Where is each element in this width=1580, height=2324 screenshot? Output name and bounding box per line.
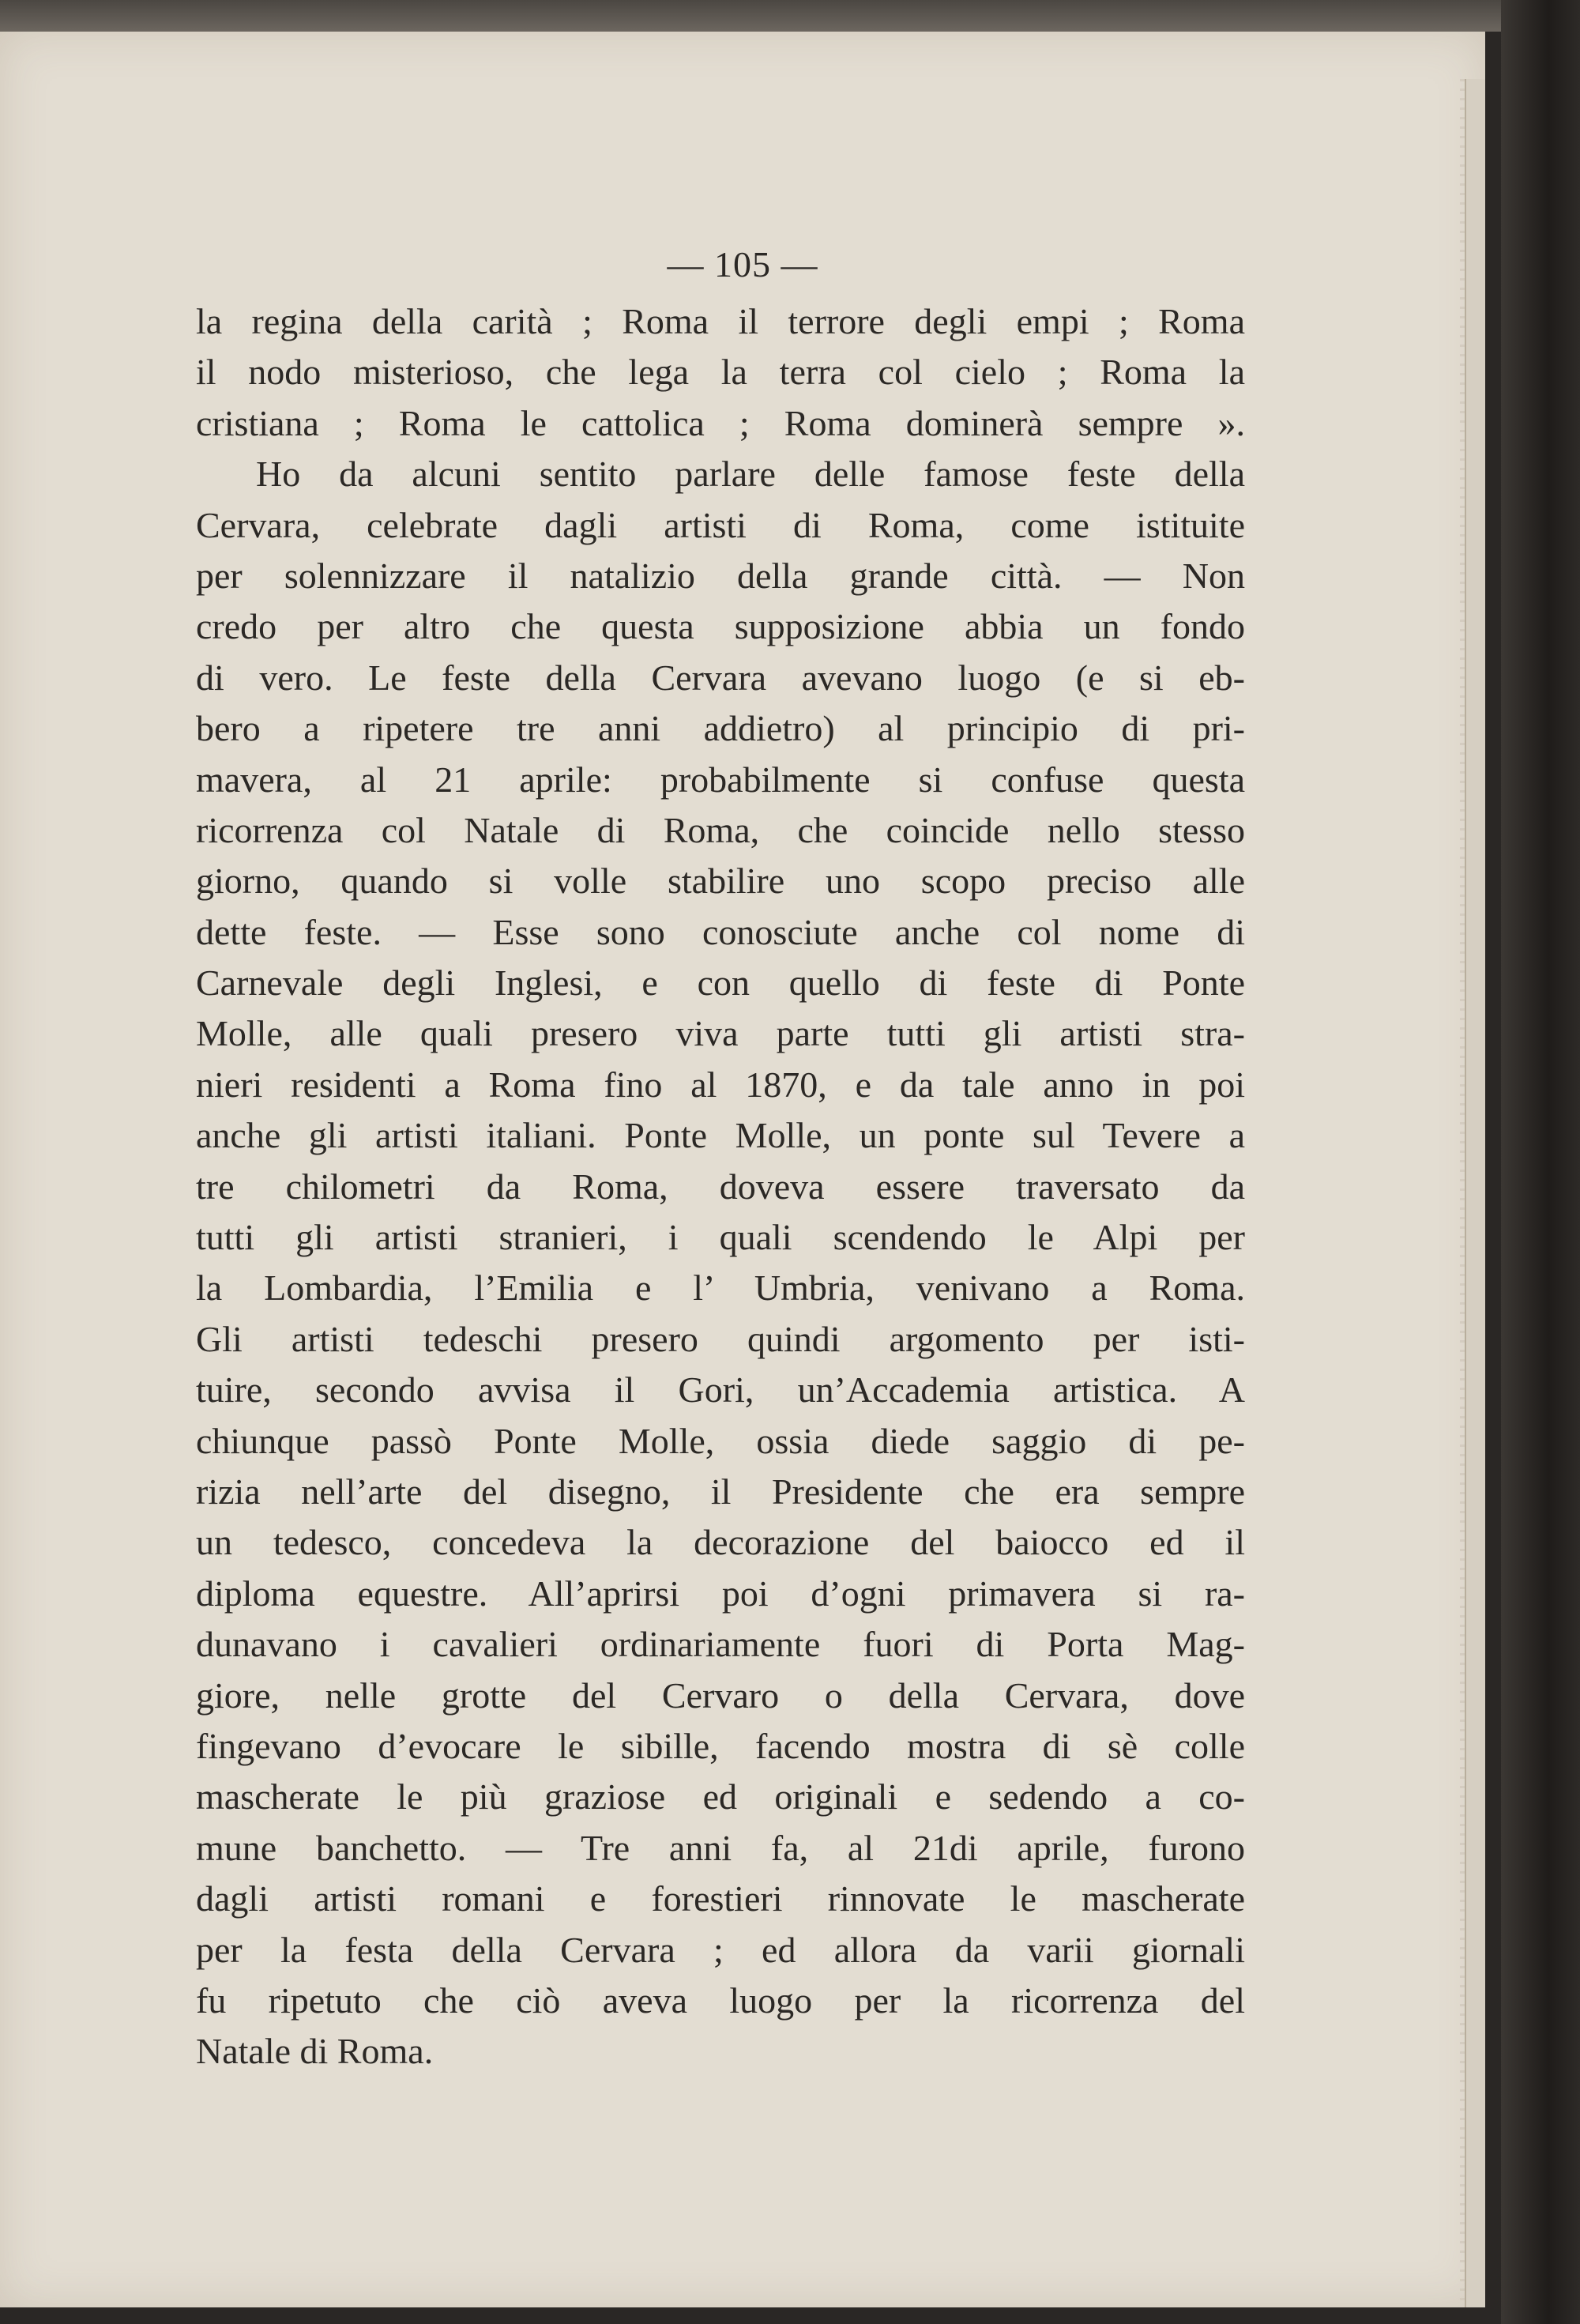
text-line: il nodo misterioso, che lega la terra col cielo ; Roma la (196, 352, 1245, 393)
text-line: Gli artisti tedeschi presero quindi argomento per isti- (196, 1318, 1245, 1359)
text-line: chiunque passò Ponte Molle, ossia diede saggio di pe- (196, 1420, 1245, 1461)
text-line: Ho da alcuni sentito parlare delle famose feste della (256, 454, 1245, 495)
text-line: mascherate le più graziose ed originali e sedendo a co- (196, 1776, 1245, 1817)
text-line: anche gli artisti italiani. Ponte Molle, un ponte sul Tevere a (196, 1115, 1245, 1156)
text-line: per solennizzare il natalizio della grande città. — Non (196, 555, 1245, 596)
text-line: dunavano i cavalieri ordinariamente fuori di Porta Mag- (196, 1624, 1245, 1665)
text-line: mune banchetto. — Tre anni fa, al 21di aprile, furono (196, 1827, 1245, 1868)
text-line: ricorrenza col Natale di Roma, che coincide nello stesso (196, 809, 1245, 850)
page-edge (1465, 79, 1485, 2307)
text-line: dette feste. — Esse sono conosciute anche col nome di (196, 911, 1245, 952)
text-line: fu ripetuto che ciò aveva luogo per la ricorrenza del (196, 1979, 1245, 2021)
text-line: la regina della carità ; Roma il terrore degli empi ; Roma (196, 301, 1245, 341)
text-line: Molle, alle quali presero viva parte tutti gli artisti stra- (196, 1013, 1245, 1054)
text-line: Cervara, celebrate dagli artisti di Roma, come istituite (196, 504, 1245, 545)
book-page (0, 32, 1485, 2307)
text-line: giorno, quando si volle stabilire uno scopo preciso alle (196, 861, 1245, 902)
text-line: credo per altro che questa supposizione abbia un fondo (196, 606, 1245, 647)
text-line: un tedesco, concedeva la decorazione del baiocco ed il (196, 1522, 1245, 1563)
page-number-header: — 105 — (667, 244, 818, 284)
text-line: Natale di Roma. (196, 2031, 434, 2072)
text-line: fingevano d’evocare le sibille, facendo mostra di sè colle (196, 1725, 1245, 1766)
text-line: per la festa della Cervara ; ed allora da varii giornali (196, 1929, 1245, 1970)
text-line: bero a ripetere tre anni addietro) al principio di pri- (196, 708, 1245, 749)
text-line: nieri residenti a Roma fino al 1870, e da tale anno in poi (196, 1064, 1245, 1105)
body-text (196, 296, 1245, 2077)
page-edge-texture (1460, 79, 1465, 2307)
text-line: dagli artisti romani e forestieri rinnovate le mascherate (196, 1878, 1245, 1919)
text-line: cristiana ; Roma le cattolica ; Roma dominerà sempre ». (196, 402, 1245, 443)
text-line: tuire, secondo avvisa il Gori, un’Accademia artistica. A (196, 1369, 1245, 1411)
text-line: la Lombardia, l’Emilia e l’ Umbria, venivano a Roma. (196, 1267, 1245, 1309)
text-line: rizia nell’arte del disegno, il Presidente che era sempre (196, 1471, 1245, 1512)
text-line: giore, nelle grotte del Cervaro o della Cervara, dove (196, 1674, 1245, 1716)
book-binding (1501, 0, 1580, 2324)
text-line: tre chilometri da Roma, doveva essere traversato da (196, 1166, 1245, 1207)
text-line: Carnevale degli Inglesi, e con quello di feste di Ponte (196, 962, 1245, 1004)
text-line: diploma equestre. All’aprirsi poi d’ogni primavera si ra- (196, 1573, 1245, 1614)
text-line: mavera, al 21 aprile: probabilmente si confuse questa (196, 759, 1245, 800)
text-line: di vero. Le feste della Cervara avevano luogo (e si eb- (196, 657, 1245, 698)
text-line: tutti gli artisti stranieri, i quali scendendo le Alpi per (196, 1217, 1245, 1258)
page-top-shadow (0, 0, 1501, 32)
